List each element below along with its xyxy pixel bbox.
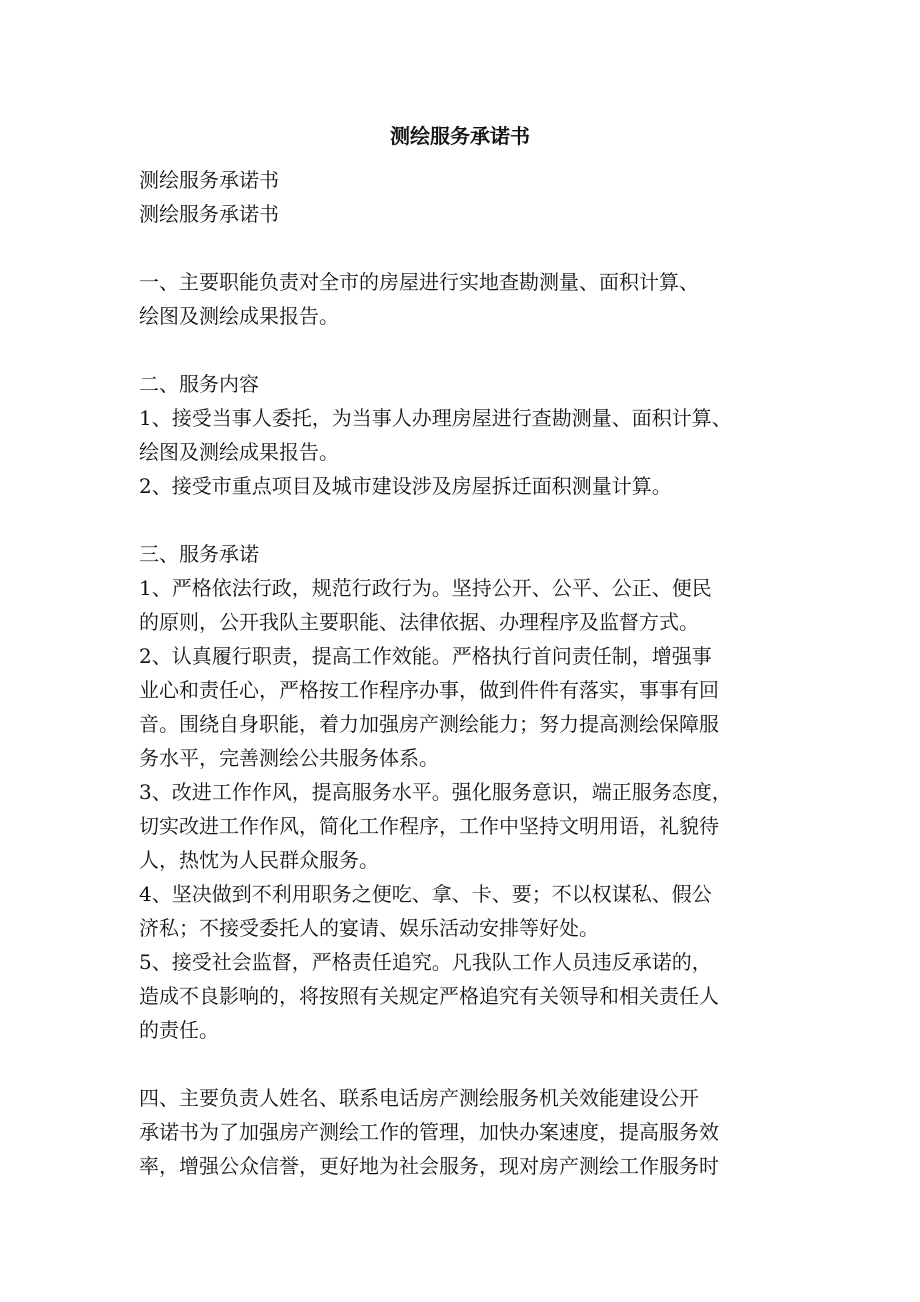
subtitle-line-2: 测绘服务承诺书 [139,202,279,226]
document-title: 测绘服务承诺书 [390,124,530,148]
section-3-item-5-line-3: 的责任。 [139,1018,219,1042]
section-1-line-1: 一、主要职能负责对全市的房屋进行实地查勘测量、面积计算、 [139,270,699,294]
section-3-item-2-line-1: 2、认真履行职责，提高工作效能。严格执行首问责任制，增强事 [139,644,712,668]
section-3-item-5-line-1: 5、接受社会监督，严格责任追究。凡我队工作人员违反承诺的， [139,950,712,974]
section-3-item-3-line-3: 人，热忱为人民群众服务。 [139,848,379,872]
section-3-item-1-line-1: 1、严格依法行政，规范行政行为。坚持公开、公平、公正、便民 [139,576,712,600]
section-1-line-2: 绘图及测绘成果报告。 [139,304,339,328]
section-3-item-2-line-2: 业心和责任心，严格按工作程序办事，做到件件有落实，事事有回 [139,678,719,702]
section-2-heading: 二、服务内容 [139,372,259,396]
section-2-item-1-line-2: 绘图及测绘成果报告。 [139,440,339,464]
section-3-heading: 三、服务承诺 [139,542,259,566]
subtitle-line-1: 测绘服务承诺书 [139,168,279,192]
section-3-item-2-line-3: 音。围绕自身职能，着力加强房产测绘能力；努力提高测绘保障服 [139,712,719,736]
section-4-line-1: 四、主要负责人姓名、联系电话房产测绘服务机关效能建设公开 [139,1086,699,1110]
section-3-item-4-line-2: 济私；不接受委托人的宴请、娱乐活动安排等好处。 [139,916,599,940]
section-2-item-2: 2、接受市重点项目及城市建设涉及房屋拆迁面积测量计算。 [139,474,672,498]
section-4-line-3: 率，增强公众信誉，更好地为社会服务，现对房产测绘工作服务时 [139,1154,719,1178]
section-3-item-3-line-1: 3、改进工作作风，提高服务水平。强化服务意识，端正服务态度， [139,780,732,804]
section-3-item-2-line-4: 务水平，完善测绘公共服务体系。 [139,746,439,770]
section-3-item-5-line-2: 造成不良影响的，将按照有关规定严格追究有关领导和相关责任人 [139,984,719,1008]
section-3-item-4-line-1: 4、坚决做到不利用职务之便吃、拿、卡、要；不以权谋私、假公 [139,882,712,906]
section-2-item-1-line-1: 1、接受当事人委托，为当事人办理房屋进行查勘测量、面积计算、 [139,406,732,430]
section-3-item-1-line-2: 的原则，公开我队主要职能、法律依据、办理程序及监督方式。 [139,610,699,634]
section-3-item-3-line-2: 切实改进工作作风，简化工作程序，工作中坚持文明用语，礼貌待 [139,814,719,838]
section-4-line-2: 承诺书为了加强房产测绘工作的管理，加快办案速度，提高服务效 [139,1120,719,1144]
